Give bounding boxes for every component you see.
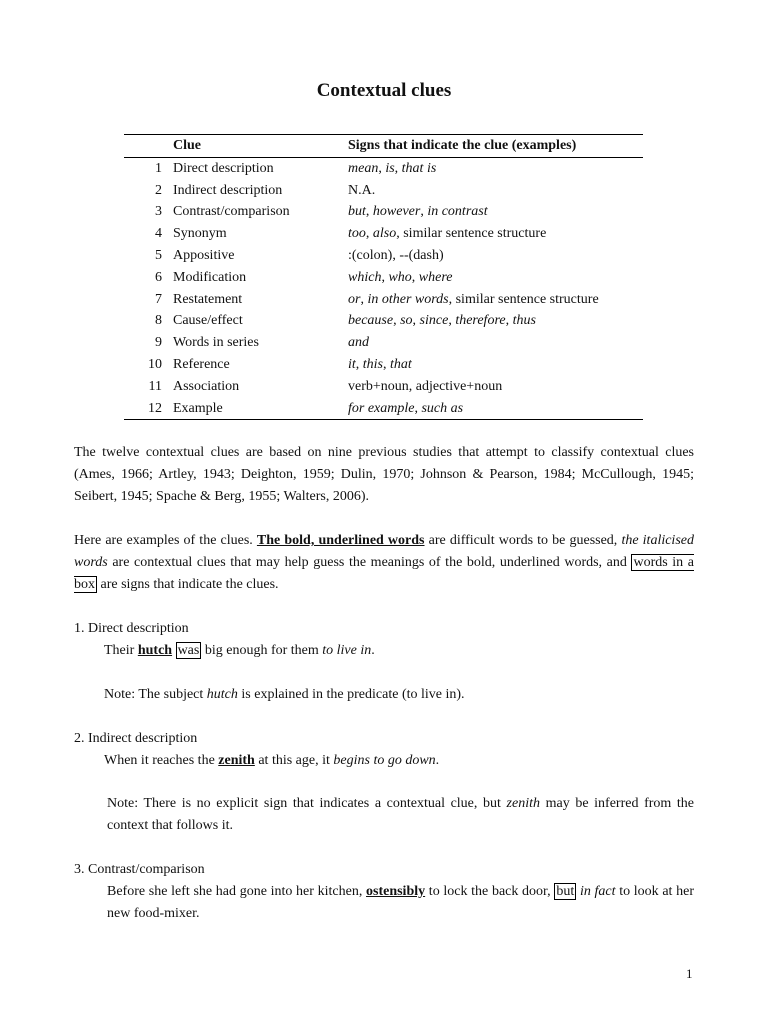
- clue-signs: [348, 267, 643, 289]
- sign-segment: in contrast: [427, 204, 488, 220]
- clue-number: 1: [155, 160, 162, 176]
- example-2-keyword: zenith: [218, 753, 255, 768]
- header-clue: Clue: [173, 138, 201, 153]
- example-2-heading: 2. Indirect description: [74, 731, 198, 746]
- sign-segment: ,: [383, 356, 391, 372]
- sign-segment: also: [372, 226, 397, 242]
- explanation-text-3: are contextual clues that may help guess the meanings of the bold, underlined words, and: [107, 555, 632, 570]
- table-row: [124, 310, 643, 332]
- sign-segment: for example: [348, 400, 415, 416]
- clue-name: Reference: [173, 356, 230, 372]
- clue-name: Association: [173, 378, 240, 394]
- clue-number: 4: [155, 226, 162, 242]
- sign-segment: :(colon), --(dash): [348, 247, 444, 263]
- sign-segment: which: [348, 269, 382, 285]
- example-2-note-text: Note: There is no explicit sign that indicates a contextual clue, but: [107, 796, 507, 811]
- clue-signs: [348, 354, 643, 376]
- clue-name: Appositive: [173, 247, 235, 263]
- example-1-text: Their: [104, 643, 138, 658]
- sign-segment: that: [390, 356, 412, 372]
- clue-number: 3: [155, 204, 162, 220]
- clue-number: 2: [155, 182, 162, 198]
- sign-segment: ,: [394, 160, 402, 176]
- clue-signs: [348, 398, 643, 420]
- sign-segment: ,: [420, 204, 428, 220]
- sign-segment: , similar sentence structure: [448, 291, 599, 307]
- example-1-note-text: is explained in the predicate (to live in).: [237, 687, 465, 702]
- clue-signs: [348, 157, 643, 179]
- example-3-clue: in fact: [579, 884, 616, 899]
- example-1-keyword: hutch: [137, 643, 173, 658]
- table-row: [124, 289, 643, 311]
- clue-number: 11: [148, 378, 162, 394]
- explanation-boxed: words in a box: [74, 555, 694, 592]
- example-1-heading: 1. Direct description: [74, 621, 189, 636]
- clues-table: [124, 134, 643, 420]
- clues-table-body: [124, 157, 643, 420]
- explanation-paragraph: [74, 530, 694, 596]
- table-row: [124, 157, 643, 179]
- intro-paragraph: [74, 442, 694, 508]
- sign-segment: ,: [393, 313, 401, 329]
- clue-number: 8: [155, 313, 162, 329]
- sign-segment: this: [362, 356, 384, 372]
- example-1-note: [104, 684, 465, 706]
- clue-signs: [348, 180, 643, 202]
- example-3-sign: but: [556, 884, 575, 899]
- sign-segment: since: [419, 313, 449, 329]
- explanation-text-1: Here are examples of the clues.: [74, 533, 257, 548]
- sign-segment: too: [348, 226, 366, 242]
- example-3-heading: 3. Contrast/comparison: [74, 862, 205, 877]
- sign-segment: ,: [448, 313, 456, 329]
- clue-number: 12: [148, 400, 162, 416]
- sign-segment: ,: [411, 269, 419, 285]
- example-1-sign: was: [177, 643, 200, 658]
- clue-number: 10: [148, 356, 162, 372]
- example-1-note-text: Note: The subject: [104, 687, 207, 702]
- sign-segment: who: [388, 269, 412, 285]
- header-number: [124, 135, 173, 158]
- clue-number: 9: [155, 335, 162, 351]
- example-2-text: at this age, it: [254, 753, 334, 768]
- clue-name: Contrast/comparison: [173, 204, 290, 220]
- table-row: [124, 180, 643, 202]
- clue-signs: [348, 376, 643, 398]
- table-row: [124, 223, 643, 245]
- clue-name: Restatement: [173, 291, 243, 307]
- clue-name: Direct description: [173, 160, 274, 176]
- clue-number: 7: [155, 291, 162, 307]
- clue-number: 5: [155, 247, 162, 263]
- example-1-text: .: [371, 643, 375, 658]
- clue-signs: [348, 245, 643, 267]
- example-3-text: Before she left she had gone into her kitchen,: [107, 884, 366, 899]
- sign-segment: such as: [421, 400, 464, 416]
- sign-segment: but: [348, 204, 366, 220]
- example-2-sentence: [104, 750, 439, 772]
- example-1-sentence: [104, 640, 375, 662]
- table-row: [124, 376, 643, 398]
- sign-segment: mean: [348, 160, 379, 176]
- clue-name: Modification: [173, 269, 247, 285]
- table-row: [124, 267, 643, 289]
- example-2-text: When it reaches the: [104, 753, 219, 768]
- clue-signs: [348, 310, 643, 332]
- table-row: [124, 332, 643, 354]
- clue-name: Synonym: [173, 226, 227, 242]
- sign-segment: ,: [360, 291, 368, 307]
- clue-name: Cause/effect: [173, 313, 243, 329]
- sign-segment: ,: [365, 226, 373, 242]
- sign-segment: thus: [512, 313, 536, 329]
- sign-segment: N.A.: [348, 182, 376, 198]
- table-header-row: [124, 135, 643, 158]
- sign-segment: , similar sentence structure: [396, 226, 547, 242]
- clue-number: 6: [155, 269, 162, 285]
- sign-segment: that is: [401, 160, 437, 176]
- sign-segment: because: [348, 313, 394, 329]
- sign-segment: ,: [412, 313, 420, 329]
- example-2-clue: begins to go down: [333, 753, 436, 768]
- document-title: Contextual clues: [316, 80, 452, 101]
- clue-name: Indirect description: [173, 182, 283, 198]
- example-3-text: to look at her new food-mixer.: [107, 884, 695, 921]
- clue-signs: [348, 332, 643, 354]
- clue-signs: [348, 223, 643, 245]
- example-3-text: to lock the back door,: [425, 884, 555, 899]
- explanation-bold-underlined: The bold, underlined words: [256, 533, 425, 548]
- explanation-italic: the italicised words: [74, 533, 694, 570]
- sign-segment: however: [372, 204, 421, 220]
- example-1-clue: to live in: [322, 643, 372, 658]
- sign-segment: ,: [365, 204, 373, 220]
- sign-segment: ,: [355, 356, 363, 372]
- sign-segment: or: [348, 291, 361, 307]
- example-2-text: .: [435, 753, 440, 768]
- table-row: [124, 398, 643, 420]
- explanation-text-2: are difficult words to be guessed,: [424, 533, 622, 548]
- table-row: [124, 201, 643, 223]
- header-signs: Signs that indicate the clue (examples): [348, 138, 577, 153]
- example-3-keyword: ostensibly: [366, 884, 426, 899]
- sign-segment: ,: [378, 160, 386, 176]
- example-1-text: big enough for them: [201, 643, 323, 658]
- clue-signs: [348, 201, 643, 223]
- example-3-sentence: [107, 881, 694, 925]
- example-2-note-text: may be inferred from the context that follows it.: [107, 796, 694, 833]
- sign-segment: ,: [505, 313, 513, 329]
- example-2-note: [107, 793, 694, 837]
- sign-segment: ,: [414, 400, 422, 416]
- example-1-note-word: hutch: [206, 687, 238, 702]
- clue-name: Example: [173, 400, 223, 416]
- example-2-note-word: zenith: [506, 796, 540, 811]
- clue-signs: [348, 289, 643, 311]
- sign-segment: ,: [381, 269, 389, 285]
- table-row: [124, 245, 643, 267]
- page-number: 1: [686, 966, 693, 981]
- sign-segment: and: [348, 335, 369, 351]
- intro-text: The twelve contextual clues are based on nine previous studies that attempt to classify contextual clues (Ames, 1966; Artley, 1943; Deighton, 1959; Dulin, 1970; Johnson & Pearson, 1984; McCullough, 1945; Seibert, 1945; Spache & Berg, 1955; Walters, 2006).: [74, 445, 694, 504]
- explanation-text-4: are signs that indicate the clues.: [97, 577, 279, 592]
- sign-segment: where: [418, 269, 453, 285]
- sign-segment: so: [400, 313, 413, 329]
- sign-segment: in other words: [367, 291, 449, 307]
- clue-name: Words in series: [173, 335, 259, 351]
- sign-segment: verb+noun, adjective+noun: [348, 378, 503, 394]
- table-row: [124, 354, 643, 376]
- sign-segment: therefore: [455, 313, 506, 329]
- sign-segment: it: [348, 356, 356, 372]
- sign-segment: is: [385, 160, 395, 176]
